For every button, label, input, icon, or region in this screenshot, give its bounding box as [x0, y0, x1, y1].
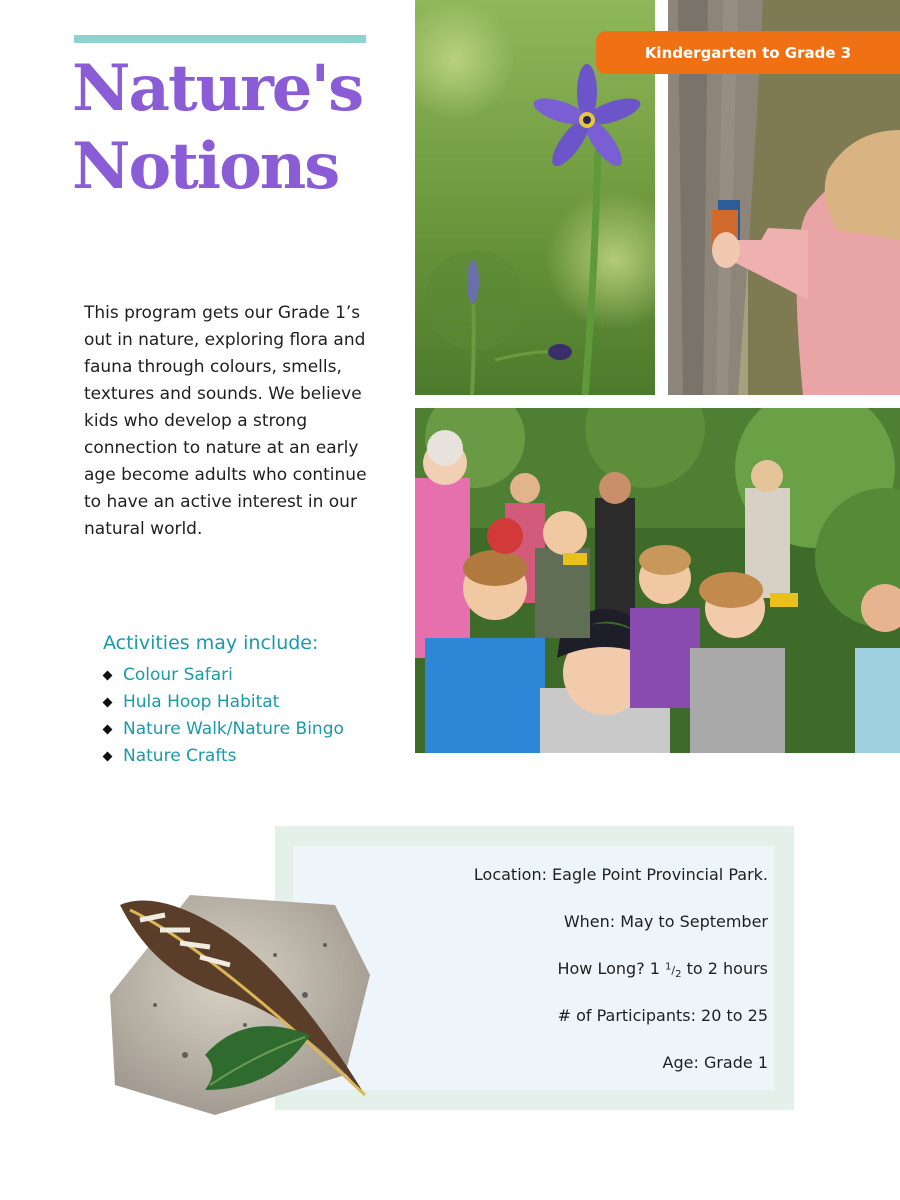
duration-text [557, 959, 768, 980]
half-fraction: $^1/_2$ [665, 961, 682, 981]
program-description: This program gets our Grade 1’s out in nature, exploring flora and fauna through colours, smells, textures and sounds. We believe kids who develop a strong connection to nature at an early age become adults who continue to have an active interest in our natural world. [84, 303, 367, 539]
title-line-2: Notions [72, 129, 339, 204]
grade-range-badge: Kindergarten to Grade 3 [596, 31, 900, 74]
list-item [103, 689, 344, 716]
activity-label: Colour Safari [123, 665, 233, 685]
top-rule [74, 35, 366, 43]
activity-label: Hula Hoop Habitat [123, 692, 280, 712]
group-photo [415, 408, 900, 753]
activities-heading: Activities may include: [103, 632, 319, 654]
diamond-bullet-icon [103, 698, 113, 708]
page-title [72, 50, 362, 206]
fraction-numerator: 1 [665, 961, 672, 973]
diamond-bullet-icon [103, 671, 113, 681]
when-text: When: May to September [563, 912, 768, 931]
title-line-1: Nature's [72, 51, 363, 126]
duration-suffix: to 2 hours [681, 959, 768, 978]
list-item [103, 743, 344, 770]
activity-label: Nature Walk/Nature Bingo [123, 719, 344, 739]
participants-text: # of Participants: 20 to 25 [557, 1006, 768, 1025]
activity-label: Nature Crafts [123, 746, 237, 766]
list-item [103, 662, 344, 689]
age-text: Age: Grade 1 [662, 1053, 768, 1072]
feather-rock-leaf-illustration [95, 885, 385, 1125]
fraction-denominator: 2 [675, 969, 682, 981]
activities-list [103, 662, 344, 770]
diamond-bullet-icon [103, 752, 113, 762]
location-text: Location: Eagle Point Provincial Park. [473, 865, 768, 884]
diamond-bullet-icon [103, 725, 113, 735]
duration-prefix: How Long? 1 [557, 959, 660, 978]
list-item [103, 716, 344, 743]
